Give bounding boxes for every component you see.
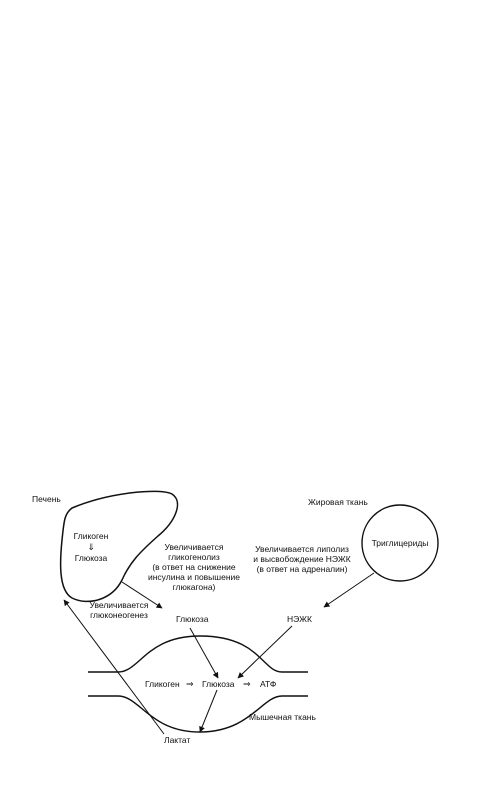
triglycerides-label: Триглицериды [371,538,429,548]
lactate-label: Лактат [164,735,191,745]
down-double-arrow-icon: ⇓ [87,542,95,552]
liver-glucose-label: Глюкоза [74,553,108,563]
right-double-arrow-icon: ⇒ [243,679,251,689]
liver-glycogen-label: Гликоген [73,531,109,541]
liver-label: Печень [32,494,61,504]
muscle-tissue-label: Мышечная ткань [249,712,316,722]
muscle-glycogen-label: Гликоген [145,679,180,689]
glycogenolysis-note: Увеличивается гликогенолиз (в ответ на снижение инсулина и повышение глюкагона) [147,542,241,592]
muscle-glucose-to-lactate-arrow [200,690,217,732]
triglycerides-to-nefa-arrow [324,573,374,607]
nefa-to-muscle-arrow [238,626,292,678]
lactate-to-liver-arrow [64,600,164,734]
right-double-arrow-icon: ⇒ [186,679,194,689]
nefa-label: НЭЖК [287,614,312,624]
gluconeogenesis-note: Увеличивается глюконеогенез [89,600,149,620]
atp-label: АТФ [260,679,277,689]
muscle-glucose-label: Глюкоза [202,679,235,689]
blood-glucose-label: Глюкоза [176,614,209,624]
adipose-tissue-label: Жировая ткань [308,497,368,507]
lipolysis-note: Увеличивается липолиз и высвобождение НЭЖК (в ответ на адреналин) [253,544,351,574]
